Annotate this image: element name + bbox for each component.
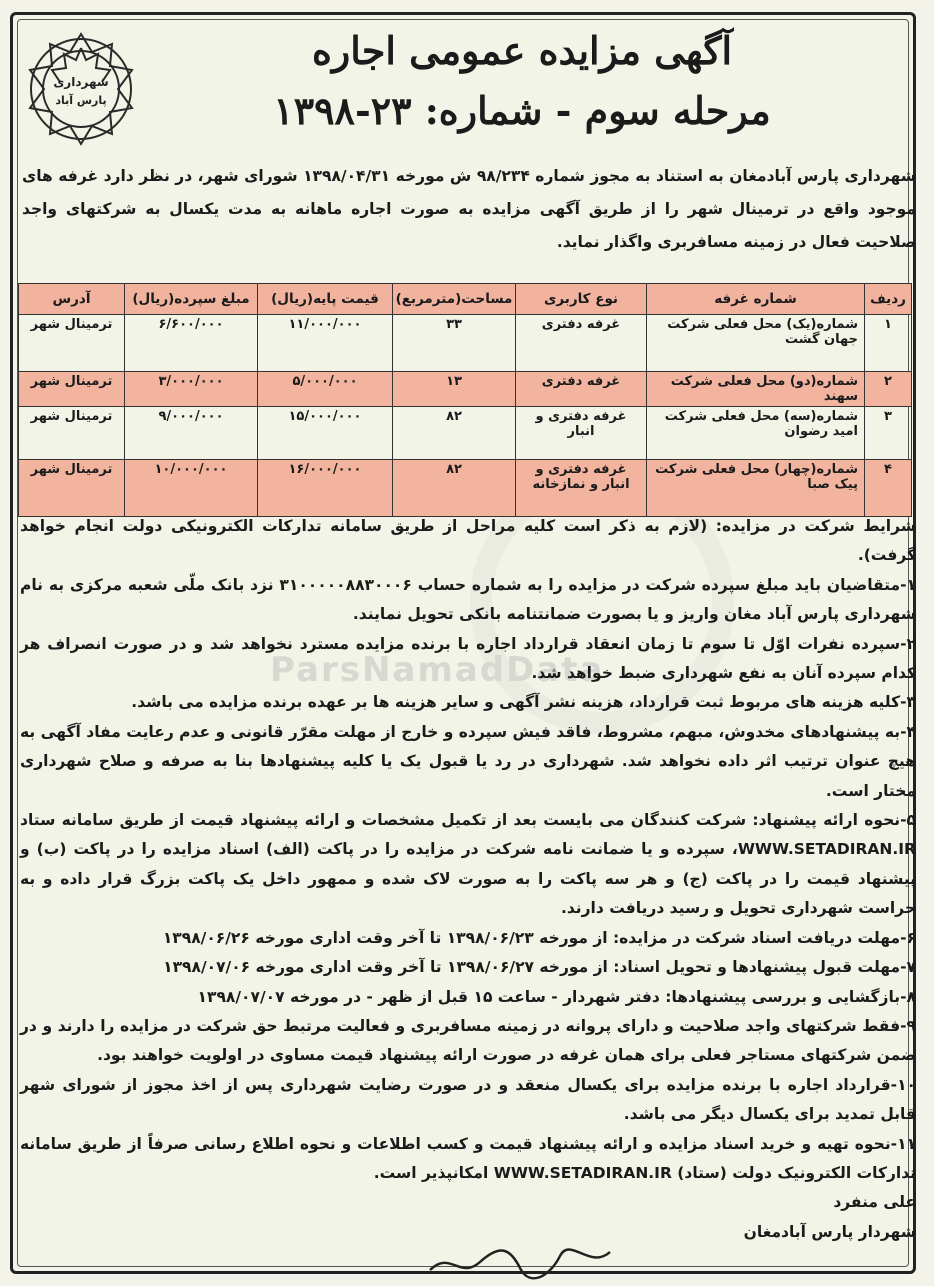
cell-deposit: ۶/۶۰۰/۰۰۰ (125, 315, 258, 372)
cell-area: ۸۲ (393, 460, 516, 517)
cell-base-price: ۱۱/۰۰۰/۰۰۰ (258, 315, 393, 372)
cell-address: ترمینال شهر (19, 315, 125, 372)
intro-paragraph: شهرداری پارس آبادمغان به استناد به مجوز شماره ۹۸/۲۳۴ ش مورخه ۱۳۹۸/۰۴/۳۱ شورای شهر، در نظر دارد غرفه های موجود واقع در ترمینال شهر را از طریق آگهی مزایده به صورت اجاره ماهانه به مدت یکسال به شرکتهای واجد صلاحیت فعال در زمینه مسافربری واگذار نماید. (22, 167, 916, 251)
header-address: آدرس (19, 284, 125, 315)
cell-row-number: ۱ (865, 315, 912, 372)
conditions-list (20, 512, 916, 1247)
table-row (19, 407, 912, 460)
cell-base-price: ۱۶/۰۰۰/۰۰۰ (258, 460, 393, 517)
cell-address: ترمینال شهر (19, 372, 125, 407)
cell-booth: شماره(سه) محل فعلی شرکت امید رضوان (647, 407, 865, 460)
cell-deposit: ۹/۰۰۰/۰۰۰ (125, 407, 258, 460)
condition-item: ۹-فقط شرکتهای واجد صلاحیت و دارای پروانه در زمینه مسافربری و فعالیت مرتبط حق شرکت در مزایده را دارند و در ضمن شرکتهای مستاجر فعلی برای همان غرفه در صورت ارائه پیشنهاد قیمت مساوی در اولویت خواهند بود. (20, 1016, 916, 1065)
cell-base-price: ۵/۰۰۰/۰۰۰ (258, 372, 393, 407)
cell-usage: غرفه دفتری و انبار (516, 407, 647, 460)
cell-area: ۱۳ (393, 372, 516, 407)
header-booth-number: شماره غرفه (647, 284, 865, 315)
cell-deposit: ۳/۰۰۰/۰۰۰ (125, 372, 258, 407)
signer-role: شهردار پارس آبادمغان (743, 1222, 916, 1241)
condition-item: ۵-نحوه ارائه پیشنهاد: شرکت کنندگان می بایست بعد از تکمیل مشخصات و ارائه پیشنهاد قیمت از طریق سامانه ستاد WWW.SETADIRAN.IR، سپرده و یا ضمانت نامه شرکت در مزایده را در پاکت (الف) اسناد مزایده را در پاکت (ب) و پیشنهاد قیمت را در پاکت (ج) و هر سه پاکت را به صورت لاک شده و ممهور داخل یک پاکت بزرگ قرار داده و به حراست شهرداری تحویل و رسید دریافت دارند. (20, 811, 916, 918)
cell-area: ۸۲ (393, 407, 516, 460)
header-area: مساحت(مترمربع) (393, 284, 516, 315)
cell-address: ترمینال شهر (19, 460, 125, 517)
table-row (19, 372, 912, 407)
condition-item: ۱-متقاضیان باید مبلغ سپرده شرکت در مزایده را به شماره حساب ۳۱۰۰۰۰۰۸۸۳۰۰۰۶ نزد بانک ملّی شعبه مرکزی به نام شهرداری پارس آباد مغان واریز و یا بصورت ضمانتنامه بانکی تحویل نمایند. (20, 575, 916, 624)
booth-table (18, 283, 912, 517)
cell-row-number: ۲ (865, 372, 912, 407)
signer-name: علی منفرد (833, 1193, 916, 1212)
condition-item: ۷-مهلت قبول پیشنهادها و تحویل اسناد: از مورخه ۱۳۹۸/۰۶/۲۷ تا آخر وقت اداری مورخه ۱۳۹۸/۰۷/۰۶ (163, 958, 916, 977)
cell-base-price: ۱۵/۰۰۰/۰۰۰ (258, 407, 393, 460)
watermark-text: ParsNamadData (270, 650, 605, 690)
cell-booth: شماره(یک) محل فعلی شرکت جهان گشت (647, 315, 865, 372)
cell-usage: غرفه دفتری (516, 315, 647, 372)
logo-text-top: شهرداری (53, 75, 109, 89)
header-row-number: ردیف (865, 284, 912, 315)
condition-item: ۳-کلیه هزینه های مربوط ثبت قرارداد، هزینه نشر آگهی و سایر هزینه ها بر عهده برنده مزایده می باشد. (131, 693, 916, 712)
condition-item: ۸-بازگشایی و بررسی پیشنهادها: دفتر شهردار - ساعت ۱۵ قبل از ظهر - در مورخه ۱۳۹۸/۰۷/۰۷ (197, 987, 916, 1006)
header-usage-type: نوع کاربری (516, 284, 647, 315)
table-header-row (19, 284, 912, 315)
condition-item: ۶-مهلت دریافت اسناد شرکت در مزایده: از مورخه ۱۳۹۸/۰۶/۲۳ تا آخر وقت اداری مورخه ۱۳۹۸/۰۶/۲۶ (162, 928, 916, 947)
cell-row-number: ۳ (865, 407, 912, 460)
table-row (19, 315, 912, 372)
ad-subtitle: مرحله سوم - شماره: ۲۳-۱۳۹۸ (273, 88, 771, 133)
condition-item: ۲-سپرده نفرات اوّل تا سوم تا زمان انعقاد قرارداد اجاره با برنده مزایده مسترد نخواهد شد و در صورت انصراف هر کدام سپرده آنان به نفع شهرداری ضبط خواهد شد. (20, 634, 916, 683)
cell-row-number: ۴ (865, 460, 912, 517)
cell-address: ترمینال شهر (19, 407, 125, 460)
condition-item: ۱۰-قرارداد اجاره با برنده مزایده برای یکسال منعقد و در صورت رضایت شهرداری پس از اخذ مجوز از شورای شهر قابل تمدید برای یکسال دیگر می باشد. (20, 1075, 916, 1124)
cell-booth: شماره(دو) محل فعلی شرکت سهند (647, 372, 865, 407)
cell-deposit: ۱۰/۰۰۰/۰۰۰ (125, 460, 258, 517)
cell-usage: غرفه دفتری و انبار و نمازخانه (516, 460, 647, 517)
cell-booth: شماره(چهار) محل فعلی شرکت پیک صبا (647, 460, 865, 517)
condition-item: ۴-به پیشنهادهای مخدوش، مبهم، مشروط، فاقد فیش سپرده و خارج از مهلت مقرّر قانونی و عدم رعایت مفاد آگهی به هیچ عنوان ترتیب اثر داده نخواهد شد. شهرداری در رد یا قبول یک یا کلیه پیشنهادها بنا به صرفه و صلاح شهرداری مختار است. (20, 722, 916, 800)
header-deposit: مبلغ سپرده(ریال) (125, 284, 258, 315)
handwritten-signature (420, 1240, 620, 1282)
table-row (19, 460, 912, 517)
logo-text-bottom: پارس آباد (55, 94, 107, 107)
municipality-logo (22, 30, 140, 148)
conditions-heading: شرایط شرکت در مزایده: (لازم به ذکر است کلیه مراحل از طریق سامانه تدارکات الکترونیکی دولت انجام خواهد گرفت). (20, 517, 916, 565)
header-base-price: قیمت پایه(ریال) (258, 284, 393, 315)
cell-usage: غرفه دفتری (516, 372, 647, 407)
ad-title: آگهی مزایده عمومی اجاره (311, 28, 733, 73)
cell-area: ۳۳ (393, 315, 516, 372)
condition-item: ۱۱-نحوه تهیه و خرید اسناد مزایده و ارائه پیشنهاد قیمت و کسب اطلاعات و نحوه اطلاع رسانی صرفاً از طریق سامانه تدارکات الکترونیک دولت (ستاد) WWW.SETADIRAN.IR امکانپذیر است. (20, 1134, 916, 1182)
